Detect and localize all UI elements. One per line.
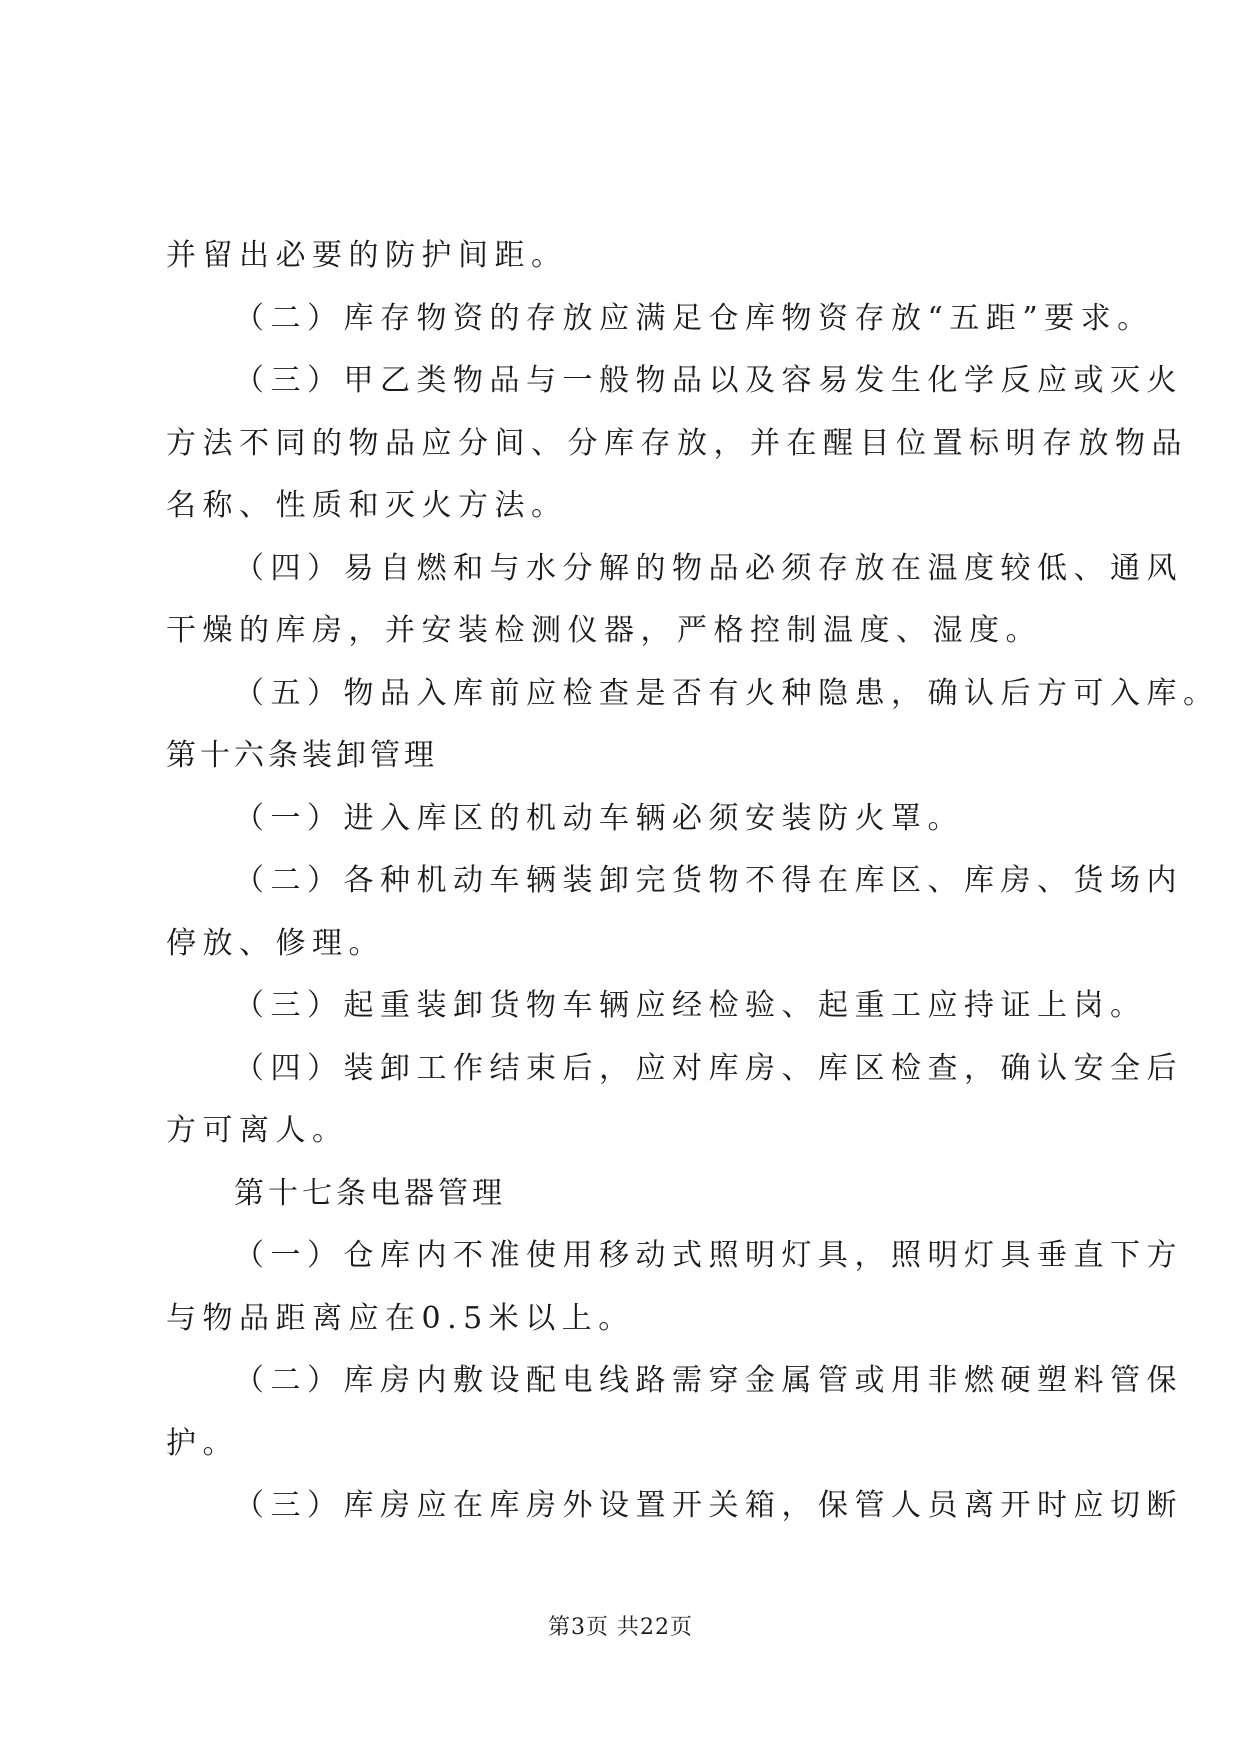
text-line: （二）库存物资的存放应满足仓库物资存放“五距”要求。	[234, 300, 1154, 336]
text-line: （三）库房应在库房外设置开关箱，保管人员离开时应切断	[234, 1488, 1183, 1523]
document-body	[166, 225, 1220, 1538]
text-line: 方法不同的物品应分间、分库存放，并在醒目位置标明存放物品	[166, 425, 1188, 461]
text-line: 方可离人。	[166, 1113, 349, 1148]
text-line: 干燥的库房，并安装检测仪器，严格控制温度、湿度。	[166, 613, 1042, 648]
section-heading: 第十七条电器管理	[234, 1175, 506, 1211]
text-line: 停放、修理。	[166, 925, 385, 961]
text-line: （二）各种机动车辆装卸完货物不得在库区、库房、货场内	[234, 863, 1183, 898]
text-line: （四）装卸工作结束后，应对库房、库区检查，确认安全后	[234, 1050, 1183, 1086]
text-line: 与物品距离应在0.5米以上。	[166, 1300, 635, 1336]
text-line: （五）物品入库前应检查是否有火种隐患，确认后方可入库。	[234, 675, 1220, 711]
text-line: （三）甲乙类物品与一般物品以及容易发生化学反应或灭火	[234, 363, 1183, 398]
section-heading: 第十六条装卸管理	[166, 738, 438, 773]
text-line: （一）进入库区的机动车辆必须安装防火罩。	[234, 800, 964, 836]
text-line: （一）仓库内不准使用移动式照明灯具，照明灯具垂直下方	[234, 1238, 1183, 1273]
text-line: 并留出必要的防护间距。	[166, 238, 568, 273]
text-line: 名称、性质和灭火方法。	[166, 488, 568, 523]
text-line: （二）库房内敷设配电线路需穿金属管或用非燃硬塑料管保	[234, 1363, 1183, 1398]
page-number: 第3页 共22页	[548, 1615, 693, 1640]
text-line: （三）起重装卸货物车辆应经检验、起重工应持证上岗。	[234, 988, 1147, 1023]
text-line: （四）易自燃和与水分解的物品必须存放在温度较低、通风	[234, 550, 1183, 586]
text-line: 护。	[166, 1425, 239, 1461]
